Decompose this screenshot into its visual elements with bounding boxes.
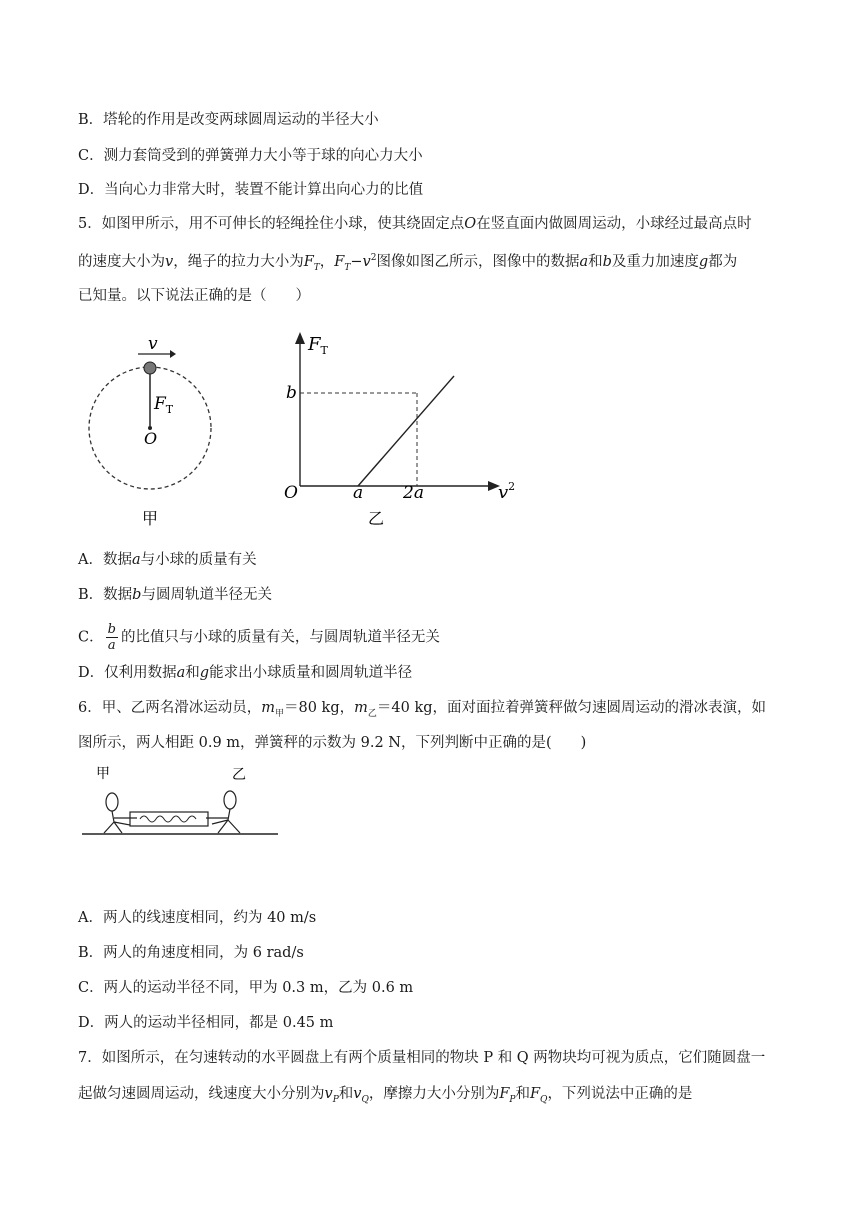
right-skater-head bbox=[224, 791, 236, 809]
origin-label: O bbox=[284, 483, 298, 503]
velocity-label: v bbox=[148, 334, 158, 354]
q6-option-c: C．两人的运动半径不同，甲为 0.3 m，乙为 0.6 m bbox=[78, 980, 414, 996]
q7-stem-line1: 7．如图所示，在匀速转动的水平圆盘上有两个质量相同的物块 P 和 Q 两物块均可视为质点，它们随圆盘一 bbox=[78, 1050, 766, 1066]
q5-figure-yi bbox=[278, 328, 548, 532]
q6-stem-line2: 图所示，两人相距 0.9 m，弹簧秤的示数为 9.2 N，下列判断中正确的是( ) bbox=[78, 735, 587, 751]
q5-option-b: B．数据b与圆周轨道半径无关 bbox=[78, 587, 272, 603]
q6-option-b: B．两人的角速度相同，为 6 rad/s bbox=[78, 945, 304, 961]
b-over-a-fraction: $\frac{b}{a}$ bbox=[107, 622, 116, 653]
label-jia: 甲 bbox=[96, 766, 110, 782]
tension-label: $F_T$ bbox=[154, 394, 174, 416]
velocity-arrowhead bbox=[170, 350, 176, 358]
q5-option-c: C． $\frac{b}{a}$ 的比值只与小球的质量有关，与圆周轨道半径无关 bbox=[78, 622, 440, 653]
q6-option-d: D．两人的运动半径相同，都是 0.45 m bbox=[78, 1015, 334, 1031]
q5-option-a: A．数据a与小球的质量有关 bbox=[78, 552, 257, 568]
q5-stem-line1: 5．如图甲所示，用不可伸长的轻绳拴住小球，使其绕固定点O在竖直面内做圆周运动，小球经过最高点时 bbox=[78, 216, 752, 232]
center-label: O bbox=[144, 429, 158, 448]
spring-scale-case bbox=[130, 812, 208, 826]
q6-skaters-figure bbox=[82, 762, 278, 836]
left-skater-head bbox=[106, 793, 118, 811]
q4-option-c: C．测力套筒受到的弹簧弹力大小等于球的向心力大小 bbox=[78, 148, 423, 164]
left-skater-body bbox=[104, 811, 137, 833]
q5-stem-line3: 已知量。以下说法正确的是（ ） bbox=[78, 288, 310, 304]
ball-dot bbox=[144, 362, 156, 374]
figure-caption-jia: 甲 bbox=[142, 509, 159, 528]
b-tick-label: b bbox=[286, 383, 297, 403]
q5-option-d: D．仅利用数据a和g能求出小球质量和圆周轨道半径 bbox=[78, 665, 413, 681]
q4-option-b: B．塔轮的作用是改变两球圆周运动的半径大小 bbox=[78, 112, 379, 128]
q6-option-a: A．两人的线速度相同，约为 40 m/s bbox=[78, 910, 317, 926]
q5-stem-line2: 的速度大小为v，绳子的拉力大小为$F_T$，$F_T-v^2$图像如图乙所示，图像中的数据a和b及重力加速度g都为 bbox=[78, 253, 738, 273]
q5-figure-jia bbox=[78, 330, 228, 530]
label-yi: 乙 bbox=[232, 767, 246, 783]
spring-coil bbox=[140, 816, 196, 822]
right-skater-body bbox=[206, 809, 240, 833]
q6-stem-line1: 6．甲、乙两名滑冰运动员，$m_甲=80$ kg，$m_乙=40$ kg，面对面拉着弹簧秤做匀速圆周运动的滑冰表演，如 bbox=[78, 700, 767, 719]
figure-caption-yi: 乙 bbox=[368, 509, 385, 528]
a-tick-label: a bbox=[353, 483, 364, 503]
x-axis-label: $v^2$ bbox=[498, 480, 516, 503]
two-a-tick-label: 2a bbox=[403, 483, 424, 503]
y-axis-arrowhead bbox=[295, 332, 305, 344]
q4-option-d: D．当向心力非常大时，装置不能计算出向心力的比值 bbox=[78, 182, 424, 198]
y-axis-label: $F_T$ bbox=[308, 334, 328, 357]
q7-stem-line2: 起做匀速圆周运动，线速度大小分别为$v_P$和$v_Q$，摩擦力大小分别为$F_P$和$F_Q$，下列说法中正确的是 bbox=[78, 1086, 693, 1105]
